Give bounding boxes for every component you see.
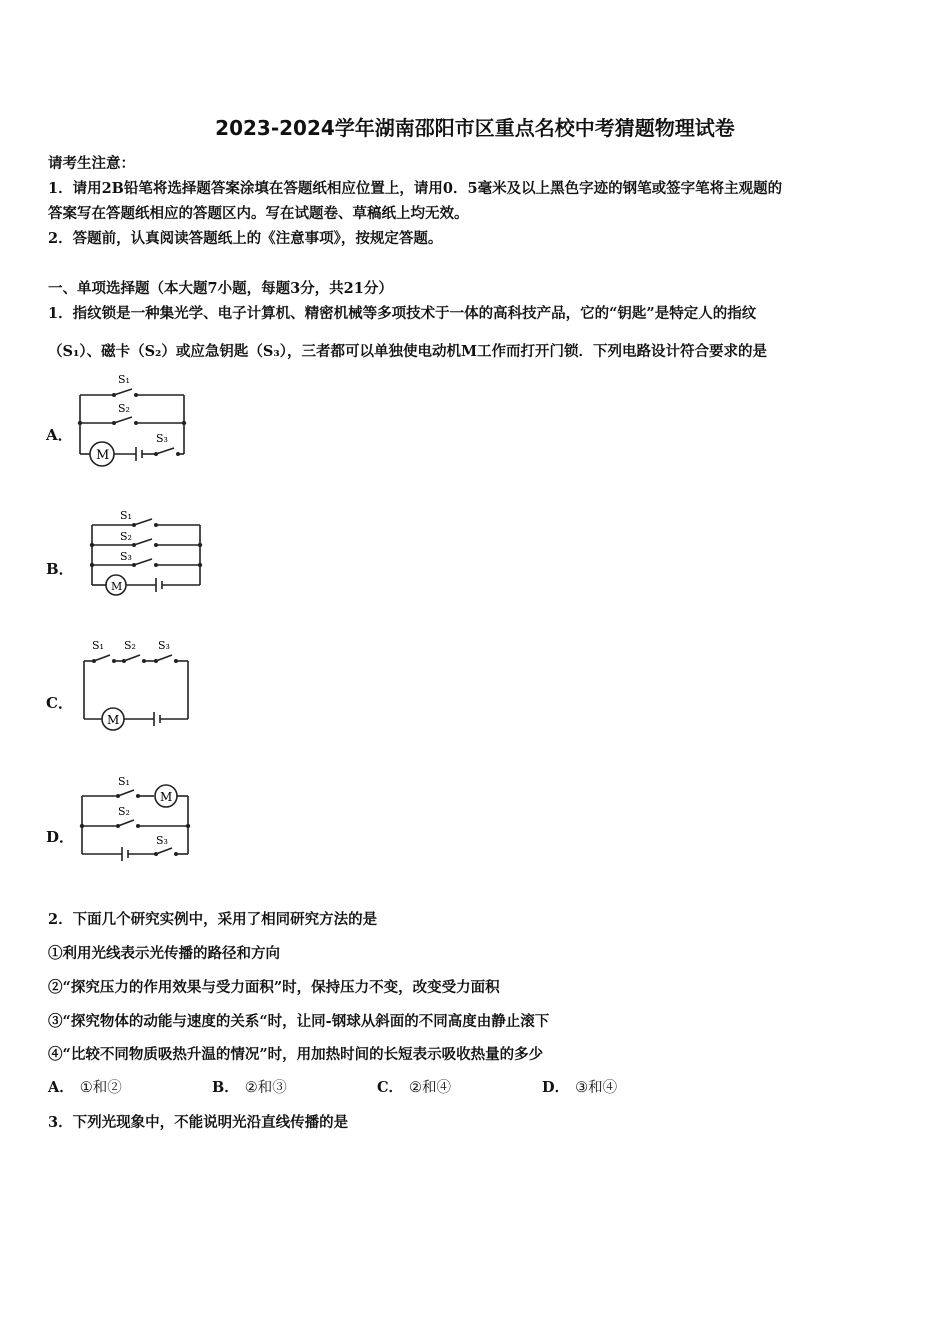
label-s2: S₂ <box>120 530 132 543</box>
label-s2: S₂ <box>124 639 136 652</box>
label-motor: M <box>96 448 110 463</box>
label-s3: S₃ <box>158 639 170 652</box>
notice-line-2: 答案写在答题纸相应的答题区内。写在试题卷、草稿纸上均无效。 <box>48 205 469 222</box>
label-s1: S₁ <box>120 509 132 522</box>
page-title: 2023-2024学年湖南邵阳市区重点名校中考猜题物理试卷 <box>215 116 735 140</box>
q2-stem: 2．下面几个研究实例中，采用了相同研究方法的是 <box>48 911 378 928</box>
circuit-diagram-b <box>78 505 213 605</box>
label-s1: S₁ <box>118 775 130 788</box>
q3-stem: 3．下列光现象中，不能说明光沿直线传播的是 <box>48 1114 349 1131</box>
label-s3: S₃ <box>156 432 168 445</box>
label-motor: M <box>107 713 120 727</box>
q1-stem-line-1: 1．指纹锁是一种集光学、电子计算机、精密机械等多项技术于一体的高科技产品，它的“钥匙”是特定人的指纹 <box>48 305 757 322</box>
circuit-diagram-c <box>78 635 198 735</box>
q2-choice-b[interactable] <box>212 1076 287 1097</box>
circuit-diagram-a <box>72 370 222 470</box>
q2-item-3: ③“探究物体的动能与速度的关系“时，让同-钢球从斜面的不同高度由静止滚下 <box>48 1013 550 1030</box>
q2-choice-a-label: A． <box>48 1079 74 1096</box>
label-s1: S₁ <box>92 639 104 652</box>
q2-choice-d[interactable] <box>542 1076 617 1097</box>
q1-stem-line-2: （S₁）、磁卡（S₂）或应急钥匙（S₃），三者都可以单独使电动机M工作而打开门锁．下列电路设计符合要求的是 <box>48 343 768 360</box>
q2-choice-a-text: ①和② <box>79 1080 122 1096</box>
label-s3: S₃ <box>156 834 168 847</box>
q1-option-a-label[interactable]: A． <box>46 426 73 444</box>
q1-option-c-label[interactable]: C． <box>46 694 73 712</box>
q2-item-4: ④“比较不同物质吸热升温的情况”时，用加热时间的长短表示吸收热量的多少 <box>48 1046 544 1063</box>
q1-option-b-label[interactable]: B． <box>46 560 74 578</box>
section-heading: 一、单项选择题（本大题7小题，每题3分，共21分） <box>48 280 393 297</box>
q2-choice-c-text: ②和④ <box>409 1080 452 1096</box>
label-s3: S₃ <box>120 550 132 563</box>
label-motor: M <box>111 580 123 593</box>
notice-heading: 请考生注意： <box>48 155 135 172</box>
q2-item-2: ②“探究压力的作用效果与受力面积”时，保持压力不变，改变受力面积 <box>48 979 500 996</box>
q1-option-d-label[interactable]: D． <box>46 828 75 846</box>
q2-choice-c[interactable] <box>377 1076 451 1097</box>
q2-choice-b-text: ②和③ <box>244 1080 287 1096</box>
q2-choice-c-label: C． <box>377 1079 404 1096</box>
q2-item-1: ①利用光线表示光传播的路径和方向 <box>48 945 280 962</box>
q2-choice-b-label: B． <box>212 1079 239 1096</box>
label-s2: S₂ <box>118 805 130 818</box>
label-motor: M <box>160 790 173 804</box>
notice-line-1: 1．请用2B铅笔将选择题答案涂填在答题纸相应位置上，请用0．5毫米及以上黑色字迹的钢笔或签字笔将主观题的 <box>48 180 783 197</box>
notice-line-3: 2．答题前，认真阅读答题纸上的《注意事项》，按规定答题。 <box>48 230 443 247</box>
circuit-diagram-d <box>76 770 206 870</box>
label-s1: S₁ <box>118 373 130 386</box>
q2-choice-d-label: D． <box>542 1079 570 1096</box>
q2-choice-d-text: ③和④ <box>575 1080 618 1096</box>
q2-choice-a[interactable] <box>48 1076 122 1097</box>
label-s2: S₂ <box>118 402 130 415</box>
